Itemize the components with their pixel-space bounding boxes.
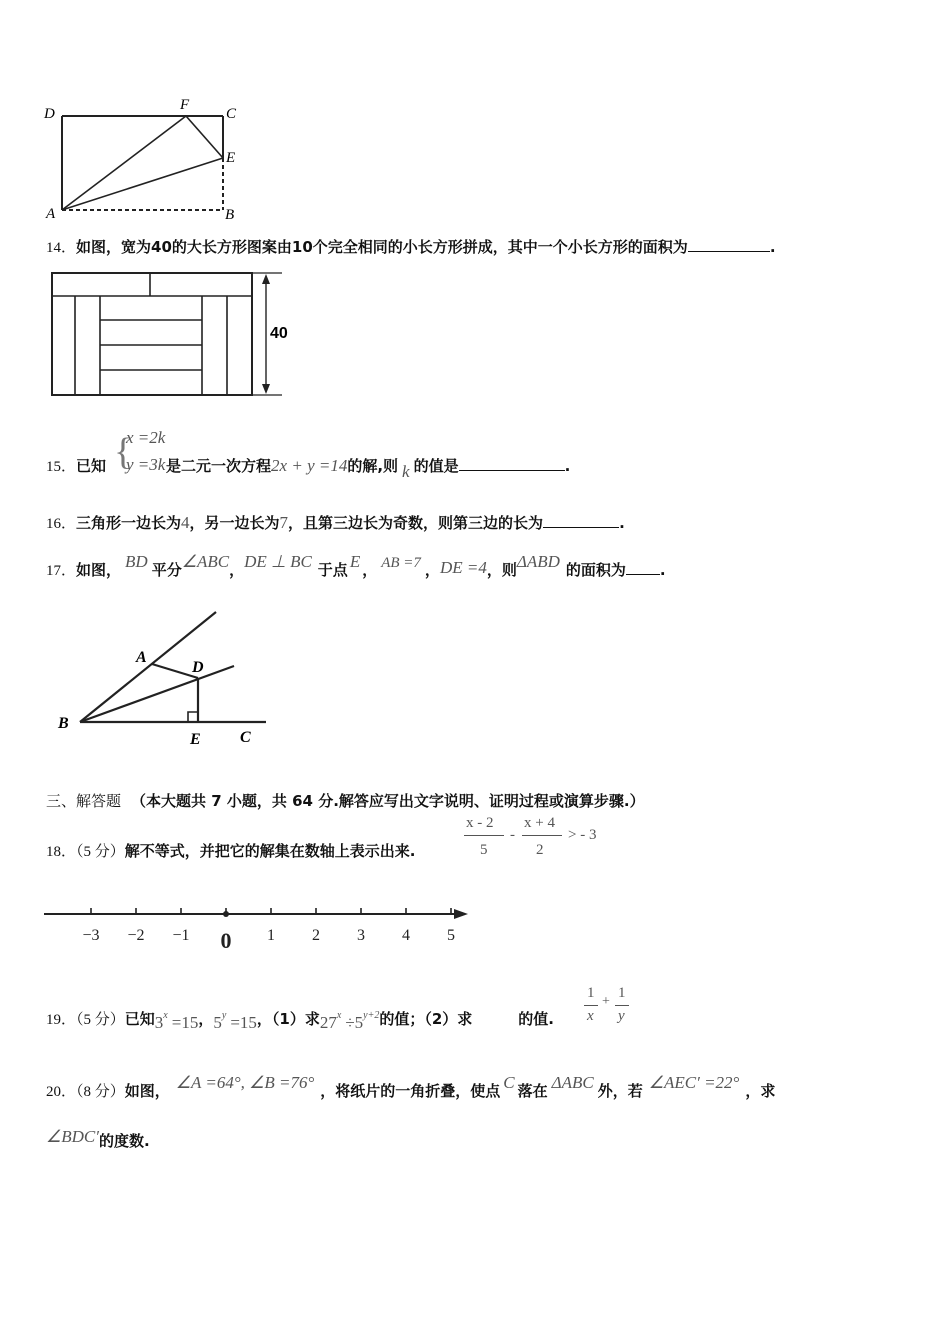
q18-frac1-bar — [464, 835, 504, 836]
q14-text-b: 的大长方形图案由 — [171, 238, 292, 256]
q20-a: 如图， — [124, 1082, 170, 1100]
q19-comma1: ， — [198, 1010, 214, 1028]
q14-num10: 10 — [291, 238, 313, 256]
label-E: E — [190, 731, 201, 748]
tick-label: 4 — [402, 927, 410, 944]
label-E: E — [226, 150, 236, 166]
q19-f-bar2 — [615, 1005, 629, 1006]
q14-end: . — [769, 238, 776, 256]
q17-end: . — [659, 561, 666, 579]
q19-e1-base: 3 — [154, 1013, 164, 1032]
label-D: D — [44, 106, 55, 122]
q13-figure — [40, 96, 250, 224]
q15-equation: 2x + y =14 — [271, 456, 348, 475]
q19-c: 的值；（2）求 — [379, 1010, 473, 1028]
answer-blank[interactable] — [459, 470, 565, 471]
q20-score: （8 分） — [76, 1084, 125, 1100]
tick-label: 0 — [220, 928, 232, 953]
line-AF — [62, 116, 186, 210]
q19-ex-base1: 27 — [319, 1013, 337, 1032]
tick-label: −1 — [172, 927, 190, 944]
q18-score: （5 分） — [76, 844, 125, 860]
answer-blank[interactable] — [543, 527, 619, 528]
tick-label: −2 — [127, 927, 145, 944]
q20-b: ，将纸片的一角折叠，使点 — [320, 1082, 501, 1100]
q19-f-num2: 1 — [618, 985, 626, 1001]
tick-label: 2 — [312, 927, 320, 944]
q16-b: ，另一边长为 — [189, 514, 280, 532]
q15-suffix: 的值是 — [413, 457, 459, 475]
q16-a: 三角形一边长为 — [76, 514, 182, 532]
q19-f-bar1 — [584, 1005, 598, 1006]
line-FE — [186, 116, 223, 158]
q19-f-den1: x — [587, 1008, 594, 1024]
q17-de: DE =4 — [439, 558, 487, 577]
q17-perp: DE ⊥ BC — [244, 552, 312, 571]
question-14 — [46, 236, 776, 257]
q14-number: 14． — [46, 240, 77, 256]
q19-p1: 1）求 — [279, 1010, 320, 1028]
q19-e1-rhs: =15 — [171, 1013, 199, 1032]
q20-c: 落在 — [517, 1082, 548, 1100]
q17-a: 如图， — [76, 561, 122, 579]
label-A: A — [136, 649, 147, 666]
q18-frac1-den: 5 — [480, 842, 488, 858]
ray-BD — [80, 666, 234, 722]
q19-f-den2: y — [618, 1008, 625, 1024]
q17-number: 17． — [46, 563, 77, 579]
question-20-line2 — [46, 1127, 150, 1151]
q15-number: 15． — [46, 459, 77, 475]
origin-dot — [223, 911, 229, 917]
q14-num40: 40 — [151, 238, 172, 256]
label-C: C — [240, 729, 251, 746]
section-3-title: 三、解答题 — [46, 794, 122, 810]
q19-b: ，（ — [256, 1010, 280, 1028]
tick-label: −3 — [82, 927, 100, 944]
q19-a: 已知 — [124, 1010, 155, 1028]
q16-end: . — [619, 514, 625, 532]
q17-angle: ∠ABC — [181, 552, 230, 571]
q20-angles: ∠A =64°, ∠B =76° — [175, 1073, 315, 1092]
q17-b: 平分 — [151, 561, 182, 579]
q17-c: 于点 — [317, 561, 348, 579]
q19-f-num1: 1 — [587, 985, 595, 1001]
q17-comma2: ， — [362, 561, 378, 579]
q19-ex-exp1: x — [336, 1010, 342, 1021]
q16-number: 16． — [46, 516, 77, 532]
q18-frac2-den: 2 — [536, 842, 544, 858]
q19-d: 的值. — [518, 1010, 554, 1028]
number-line — [40, 896, 480, 956]
q18-number: 18． — [46, 844, 77, 860]
q15-mid2: 的解,则 — [347, 457, 399, 475]
tick-label: 3 — [357, 927, 365, 944]
q18-frac1-num: x - 2 — [466, 815, 494, 831]
q20-point-c: C — [503, 1073, 515, 1092]
q19-e2-base: 5 — [213, 1013, 222, 1032]
q19-e1-exp: x — [163, 1010, 168, 1021]
label-D: D — [192, 659, 204, 676]
tick-label: 1 — [267, 927, 275, 944]
q16-value-1: 4 — [181, 513, 190, 532]
q14-figure — [48, 270, 298, 398]
q15-eq2: y =3k — [126, 455, 166, 474]
arrow-down-icon — [262, 384, 270, 394]
q20-aec: ∠AEC′ =22° — [648, 1073, 740, 1092]
q17-figure — [44, 604, 284, 750]
section-3-header — [46, 790, 645, 811]
question-20 — [46, 1073, 776, 1101]
question-16 — [46, 512, 625, 533]
line-AE — [62, 158, 223, 210]
label-B: B — [225, 207, 235, 223]
q18-frac2-num: x + 4 — [524, 815, 555, 831]
q19-e2-exp: y — [221, 1010, 227, 1021]
q17-bd: BD — [125, 552, 148, 571]
q18-rhs: > - 3 — [568, 827, 597, 843]
label-A: A — [46, 206, 56, 222]
q19-score: （5 分） — [76, 1012, 125, 1028]
q15-brace-icon: { — [114, 431, 133, 473]
q15-end: . — [564, 457, 571, 475]
tick-label: 5 — [447, 927, 455, 944]
q14-text-c: 个完全相同的小长方形拼成，其中一个小长方形的面积为 — [312, 238, 688, 256]
q15-eq1: x =2k — [126, 428, 166, 447]
q17-comma1: ， — [229, 561, 245, 579]
q20-number: 20． — [46, 1084, 77, 1100]
q20-e: ，求 — [745, 1082, 776, 1100]
arrow-up-icon — [262, 274, 270, 284]
q20-d: 外，若 — [597, 1082, 643, 1100]
axis-arrow-icon — [454, 909, 468, 919]
label-C: C — [226, 106, 237, 122]
q19-plus: + — [602, 994, 610, 1009]
label-F: F — [180, 97, 190, 113]
q16-c: ，且第三边长为奇数，则第三边的长为 — [288, 514, 544, 532]
question-17 — [46, 552, 666, 580]
right-angle-mark — [188, 712, 198, 722]
answer-blank[interactable] — [626, 574, 660, 575]
outer-rect — [52, 273, 252, 395]
q18-minus: - — [510, 827, 515, 843]
q16-value-2: 7 — [279, 513, 289, 532]
q19-number: 19． — [46, 1012, 77, 1028]
q14-text-a: 如图，宽为 — [76, 238, 152, 256]
q17-e2: 的面积为 — [565, 561, 626, 579]
label-B: B — [58, 715, 69, 732]
q19-e2-rhs: =15 — [230, 1013, 257, 1032]
q17-point-e: E — [349, 552, 361, 571]
dimension-label: 40 — [270, 325, 288, 342]
q20-triangle: ΔABC — [551, 1073, 594, 1092]
q15-mid: 是二元一次方程 — [166, 457, 272, 475]
question-19 — [46, 1008, 554, 1032]
q19-ex-div: ÷5 — [345, 1013, 364, 1032]
q18-text: 解不等式，并把它的解集在数轴上表示出来. — [124, 842, 416, 860]
q15-var: k — [402, 462, 410, 481]
q20-f: 的度数. — [98, 1132, 150, 1150]
question-18 — [46, 840, 415, 861]
question-15 — [46, 455, 571, 481]
section-3-desc: （本大题共 7 小题，共 64 分.解答应写出文字说明、证明过程或演算步骤.） — [131, 792, 645, 810]
q17-d: ，则 — [486, 561, 517, 579]
q17-triangle: ΔABD — [516, 552, 560, 571]
q17-comma3: ， — [424, 561, 440, 579]
q20-bdc: ∠BDC′ — [46, 1127, 99, 1146]
answer-blank[interactable] — [688, 251, 770, 252]
q15-prefix: 已知 — [76, 457, 107, 475]
q18-frac2-bar — [522, 835, 562, 836]
q19-ex-exp2: y+2 — [363, 1010, 380, 1021]
q17-ab: AB =7 — [381, 555, 421, 571]
